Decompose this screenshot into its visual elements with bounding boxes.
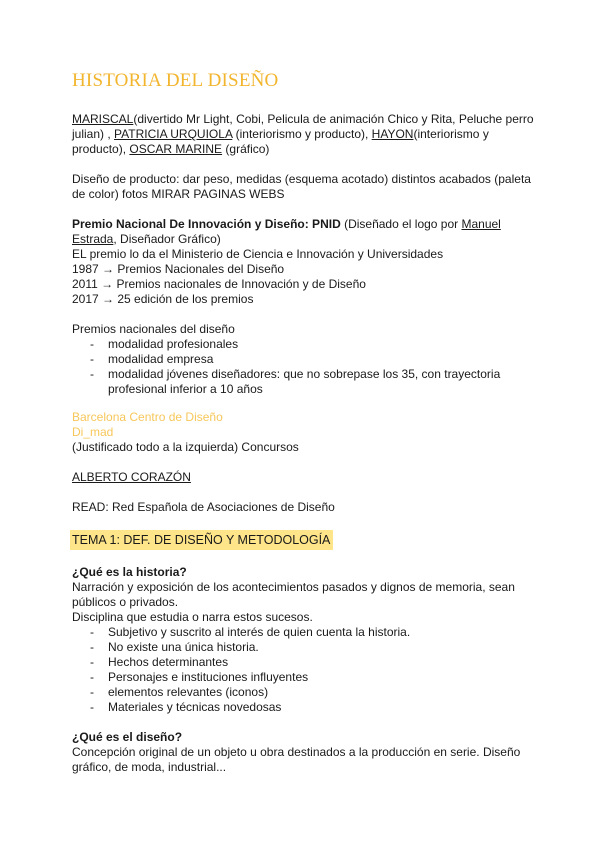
designer-urquiola: PATRICIA URQUIOLA xyxy=(114,127,233,141)
spacer xyxy=(72,307,540,322)
premio-2017: 2017 → 25 edición de los premios xyxy=(72,292,254,306)
designers-paragraph xyxy=(72,112,540,157)
product-design-paragraph: Diseño de producto: dar peso, medidas (esquema acotado) distintos acabados (paleta de color) fotos MIRAR PAGINAS WEBS xyxy=(72,172,531,201)
historia-definition: Narración y exposición de los acontecimientos pasados y dignos de memoria, sean públicos o privados. xyxy=(72,580,515,609)
alberto-corazon-name: ALBERTO CORAZÓN xyxy=(72,470,191,484)
tema1-heading-text: TEMA 1: DEF. DE DISEÑO Y METODOLOGÍA xyxy=(70,530,333,550)
premio-ministerio: EL premio lo da el Ministerio de Ciencia e Innovación y Universidades xyxy=(72,247,444,261)
diseno-definition: Concepción original de un objeto u obra destinados a la producción en serie. Diseño gráfico, de moda, industrial... xyxy=(72,745,521,774)
spacer xyxy=(72,397,540,410)
justificado-text: (Justificado todo a la izquierda) Concursos xyxy=(72,440,299,454)
spacer xyxy=(72,455,540,470)
designer-mariscal-desc: (divertido Mr Light, Cobi, Pelicula de animación Chico y Rita, Peluche perro julian) , xyxy=(72,112,534,141)
spacer xyxy=(72,485,540,500)
diseno-question: ¿Qué es el diseño? xyxy=(72,730,183,744)
premios-nacionales-heading: Premios nacionales del diseño xyxy=(72,322,235,336)
list-item: - Subjetivo y suscrito al interés de quien cuenta la historia. xyxy=(72,625,540,640)
historia-list xyxy=(72,625,540,715)
list-item: - No existe una única historia. xyxy=(72,640,540,655)
designer-mariscal: MARISCAL xyxy=(72,112,134,126)
barcelona-centro: Barcelona Centro de Diseño xyxy=(72,410,223,424)
designer-hayon: HAYON xyxy=(371,127,414,141)
designer-marine: OSCAR MARINE xyxy=(129,142,223,156)
tema1-heading xyxy=(72,530,540,550)
designer-marine-desc: (gráfico) xyxy=(222,142,270,156)
premio-paragraph xyxy=(72,217,540,247)
alberto-corazon xyxy=(72,470,540,485)
premio-estrada: Manuel Estrada xyxy=(72,217,501,246)
premio-mid: (Diseñado el logo por xyxy=(340,217,462,231)
spacer xyxy=(72,550,540,565)
designer-hayon-desc: (interiorismo y producto), xyxy=(72,127,489,156)
premio-2011: 2011 → Premios nacionales de Innovación y de Diseño xyxy=(72,277,366,291)
di-mad: Di_mad xyxy=(72,425,114,439)
list-item: - Hechos determinantes xyxy=(72,655,540,670)
list-item: - modalidad jóvenes diseñadores: que no sobrepase los 35, con trayectoria profesional inferior a 10 años xyxy=(72,367,540,397)
list-item: - modalidad profesionales xyxy=(72,337,540,352)
historia-question: ¿Qué es la historia? xyxy=(72,565,187,579)
list-item: - modalidad empresa xyxy=(72,352,540,367)
spacer xyxy=(72,157,540,172)
premio-bold: Premio Nacional De Innovación y Diseño: PNID xyxy=(72,217,341,231)
spacer xyxy=(72,515,540,530)
list-item: - elementos relevantes (iconos) xyxy=(72,685,540,700)
spacer xyxy=(72,715,540,730)
page-title: HISTORIA DEL DISEÑO xyxy=(72,70,279,91)
list-item: - Personajes e instituciones influyentes xyxy=(72,670,540,685)
premio-1987: 1987 → Premios Nacionales del Diseño xyxy=(72,262,285,276)
list-item: - Materiales y técnicas novedosas xyxy=(72,700,540,715)
designer-urquiola-desc: (interiorismo y producto), xyxy=(232,127,372,141)
historia-discipline: Disciplina que estudia o narra estos sucesos. xyxy=(72,610,313,624)
premios-nacionales-list xyxy=(72,337,540,397)
premio-tail: , Diseñador Gráfico) xyxy=(113,232,221,246)
spacer xyxy=(72,202,540,217)
read-text: READ: Red Española de Asociaciones de Diseño xyxy=(72,500,335,514)
